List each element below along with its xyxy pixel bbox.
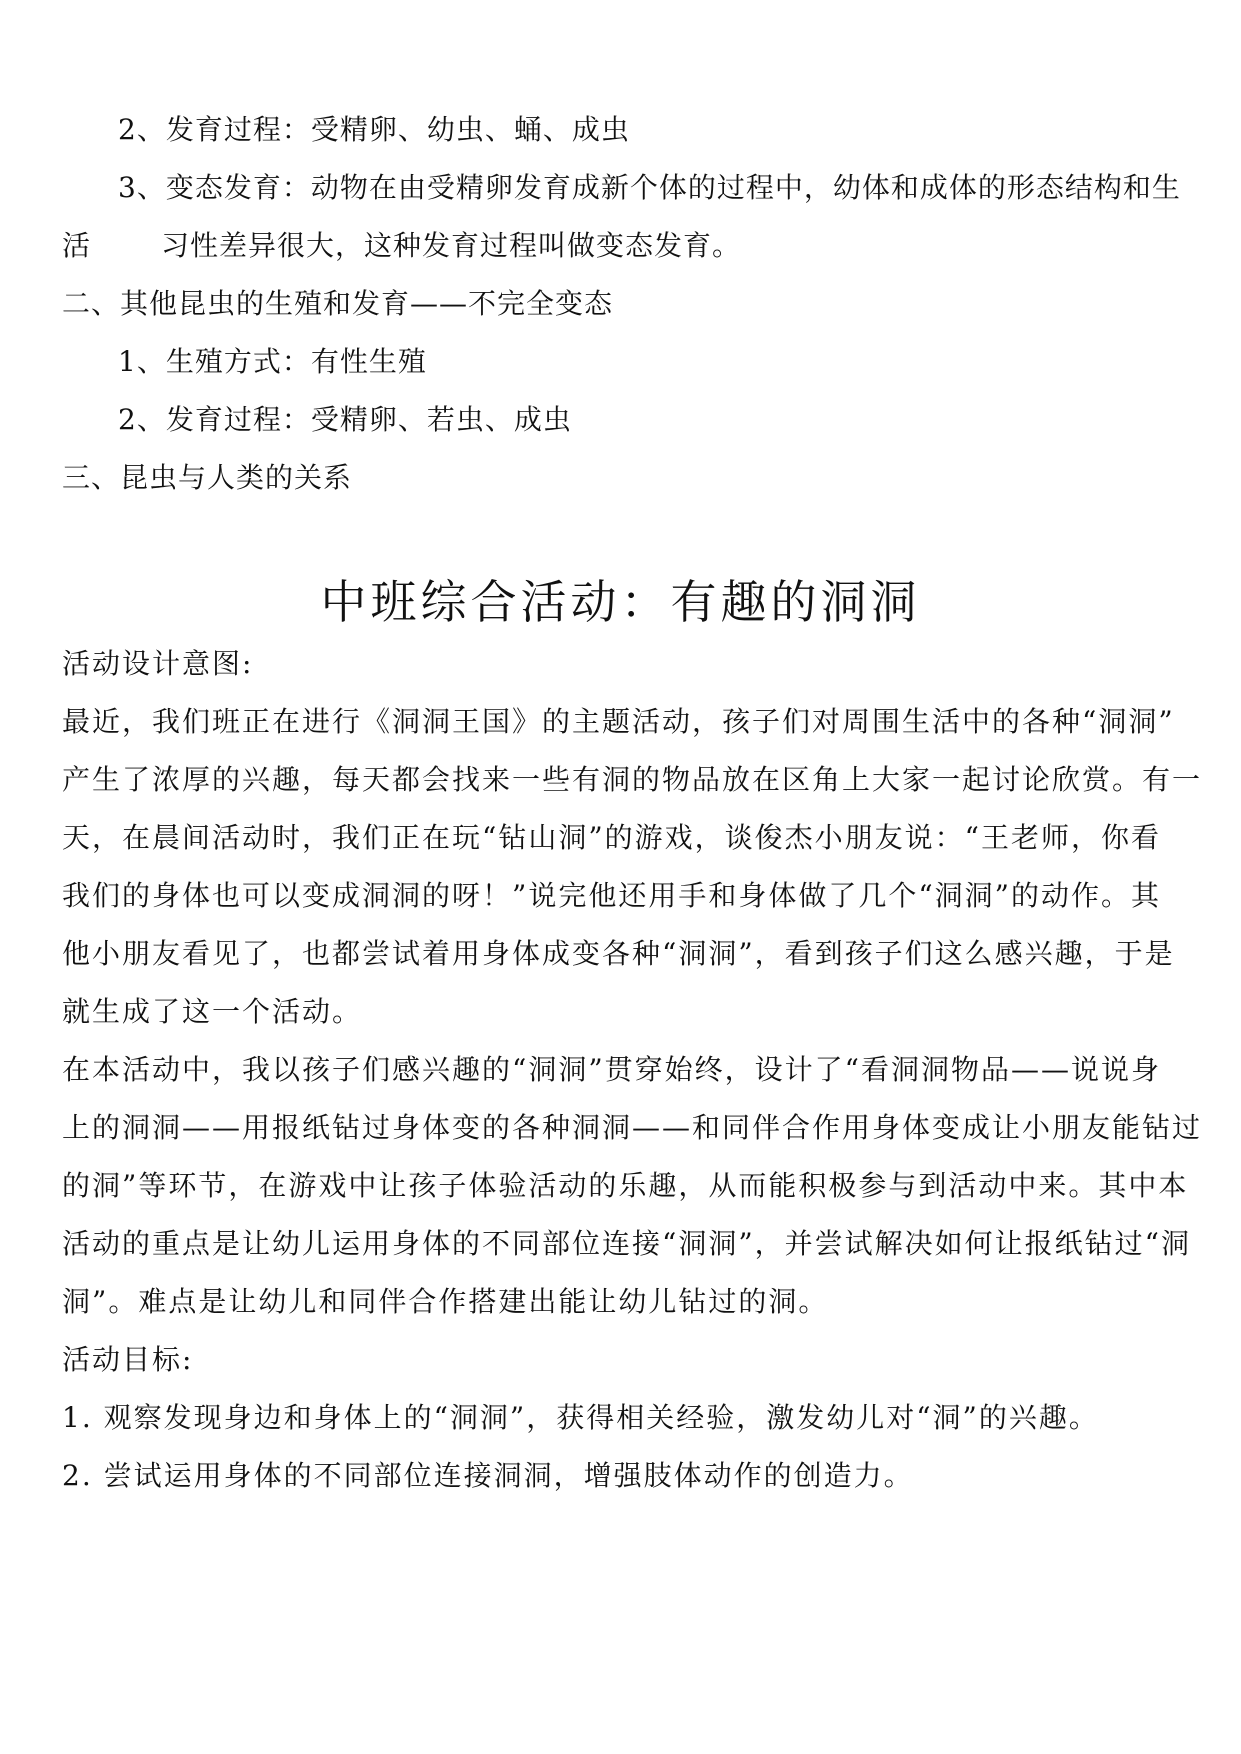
intent-paragraph1-line: 最近，我们班正在进行《洞洞王国》的主题活动，孩子们对周围生活中的各种“洞洞” — [62, 705, 1175, 738]
design-intent-heading: 活动设计意图: — [62, 647, 254, 680]
intent-paragraph2-line: 的洞”等环节，在游戏中让孩子体验活动的乐趣，从而能积极参与到活动中来。其中本 — [62, 1169, 1189, 1202]
page-title: 中班综合活动：有趣的洞洞 — [320, 575, 921, 629]
intent-paragraph2-line: 上的洞洞——用报纸钻过身体变的各种洞洞——和同伴合作用身体变成让小朋友能钻过 — [62, 1111, 1203, 1144]
intent-paragraph1-line: 他小朋友看见了，也都尝试着用身体成变各种“洞洞”，看到孩子们这么感兴趣，于是 — [62, 937, 1175, 970]
metamorphosis-line-cont — [62, 228, 741, 264]
section-heading-2: 二、其他昆虫的生殖和发育——不完全变态 — [62, 287, 614, 320]
metamorphosis-line: 3、变态发育：动物在由受精卵发育成新个体的过程中，幼体和成体的形态结构和生 — [118, 171, 1181, 204]
reproduction-mode-line: 1、生殖方式：有性生殖 — [118, 345, 427, 378]
intent-paragraph1-line: 天，在晨间活动时，我们正在玩“钻山洞”的游戏，谈俊杰小朋友说：“王老师，你看 — [62, 821, 1161, 854]
intent-paragraph1-line: 就生成了这一个活动。 — [62, 995, 363, 1028]
metamorphosis-line-cont-rest: 习性差异很大，这种发育过程叫做变态发育。 — [161, 229, 742, 262]
development-process-line: 2、发育过程：受精卵、幼虫、蛹、成虫 — [118, 113, 630, 146]
section-heading-3: 三、昆虫与人类的关系 — [62, 461, 353, 494]
intent-paragraph2-line: 在本活动中，我以孩子们感兴趣的“洞洞”贯穿始终，设计了“看洞洞物品——说说身 — [62, 1053, 1161, 1086]
intent-paragraph2-line: 活动的重点是让幼儿运用身体的不同部位连接“洞洞”，并尝试解决如何让报纸钻过“洞 — [62, 1227, 1191, 1260]
goal-item: 2. 尝试运用身体的不同部位连接洞洞，增强肢体动作的创造力。 — [62, 1459, 914, 1492]
intent-paragraph1-line: 产生了浓厚的兴趣，每天都会找来一些有洞的物品放在区角上大家一起讨论欣赏。有一 — [62, 763, 1203, 796]
metamorphosis-line-cont-start: 活 — [62, 229, 92, 262]
goal-item: 1. 观察发现身边和身体上的“洞洞”，获得相关经验，激发幼儿对“洞”的兴趣。 — [62, 1401, 1099, 1434]
intent-paragraph1-line: 我们的身体也可以变成洞洞的呀！”说完他还用手和身体做了几个“洞洞”的动作。其 — [62, 879, 1161, 912]
goals-heading: 活动目标: — [62, 1343, 194, 1376]
intent-paragraph2-line: 洞”。难点是让幼儿和同伴合作搭建出能让幼儿钻过的洞。 — [62, 1285, 829, 1318]
incomplete-development-line: 2、发育过程：受精卵、若虫、成虫 — [118, 403, 572, 436]
